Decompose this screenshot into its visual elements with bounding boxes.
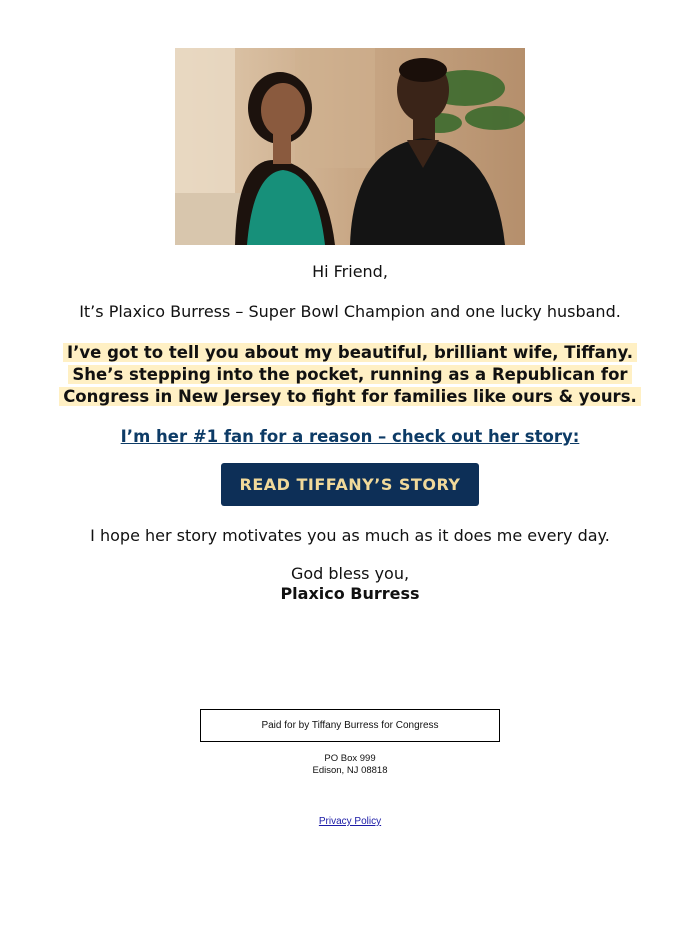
- highlight-line-2: She’s stepping into the pocket, running as a Republican for: [68, 365, 631, 384]
- closing-text: I hope her story motivates you as much as it does me every day.: [90, 526, 610, 545]
- read-story-button[interactable]: READ TIFFANY’S STORY: [221, 463, 479, 506]
- highlight-line-1: I’ve got to tell you about my beautiful, brilliant wife, Tiffany.: [63, 343, 637, 362]
- address-line-1: PO Box 999: [324, 753, 376, 764]
- signature-name: Plaxico Burress: [280, 584, 420, 603]
- fan-link-row: [0, 427, 700, 446]
- highlight-line-3: Congress in New Jersey to fight for families like ours & yours.: [59, 387, 641, 406]
- story-link[interactable]: I’m her #1 fan for a reason – check out her story:: [120, 427, 580, 446]
- intro-text: It’s Plaxico Burress – Super Bowl Champion and one lucky husband.: [79, 302, 621, 321]
- greeting: Hi Friend,: [312, 262, 388, 281]
- hero-photo: [175, 48, 525, 245]
- privacy-policy-link[interactable]: Privacy Policy: [318, 816, 382, 827]
- mailing-address: [0, 753, 700, 777]
- address-line-2: Edison, NJ 08818: [312, 765, 388, 776]
- paid-for-disclaimer: Paid for by Tiffany Burress for Congress: [200, 709, 500, 742]
- signoff: [0, 564, 700, 604]
- signoff-line: God bless you,: [290, 564, 410, 583]
- privacy-row: [0, 816, 700, 827]
- highlighted-message: [0, 342, 700, 408]
